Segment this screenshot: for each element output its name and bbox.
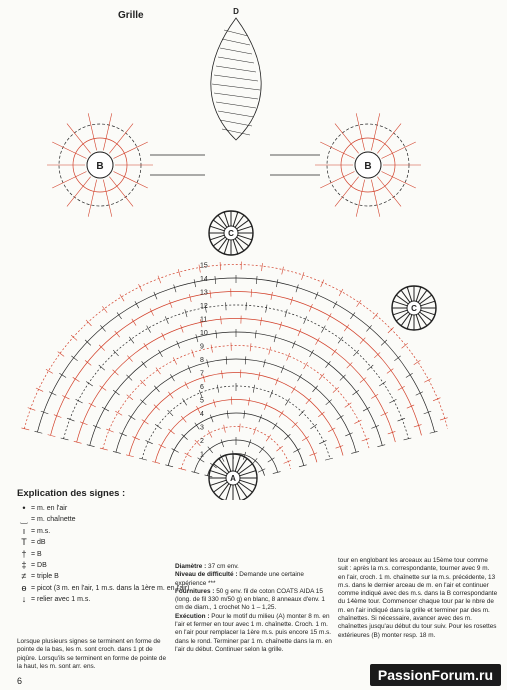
stitch-tick	[213, 399, 215, 407]
stitch-tick	[74, 441, 82, 443]
row-number: 8	[200, 357, 204, 364]
legend-label: = DB	[31, 561, 47, 569]
fan-row	[51, 291, 422, 435]
stitch-tick	[224, 425, 226, 433]
difficulty-value: Demande une certaine expérience ***	[175, 571, 304, 587]
stitch-tick	[227, 411, 228, 419]
stitch-tick	[266, 305, 267, 313]
stitch-tick	[188, 365, 191, 372]
stitch-tick	[309, 304, 312, 311]
stitch-tick	[245, 356, 246, 364]
stitch-tick	[28, 408, 36, 411]
rosette-spoke	[103, 113, 111, 150]
rosette-spoke	[114, 142, 148, 158]
stitch-tick	[270, 390, 273, 397]
stitch-tick	[99, 345, 105, 351]
stitch-tick	[304, 362, 308, 369]
treble-icon: †	[21, 548, 27, 559]
stitch-tick	[282, 267, 284, 275]
stitch-tick	[89, 403, 96, 407]
stitch-tick	[62, 395, 69, 399]
stitch-tick	[217, 385, 218, 393]
stitch-tick	[328, 428, 335, 432]
stitch-tick	[158, 276, 161, 283]
stitch-tick	[424, 379, 431, 383]
stitch-tick	[49, 392, 56, 396]
rosette-spoke	[103, 180, 111, 217]
row-number: 10	[200, 330, 208, 337]
row-number: 9	[200, 343, 204, 351]
rosette-spoke	[382, 142, 416, 158]
leaf-stitch	[218, 111, 254, 117]
legend-label: = m.s.	[31, 527, 51, 535]
stitch-tick	[299, 410, 304, 416]
stitch-tick	[430, 431, 438, 433]
fan-diagram	[21, 262, 447, 477]
stitch-tick	[138, 284, 142, 291]
row-number: 2	[200, 438, 204, 445]
rosette-spoke	[109, 124, 133, 154]
triple-treble-icon: ≠	[21, 571, 27, 582]
stitch-tick	[196, 334, 198, 342]
fan-row	[181, 424, 290, 469]
stitch-tick	[174, 285, 176, 293]
stitch-tick	[173, 357, 177, 364]
stitch-tick	[304, 316, 307, 323]
leaf-stitch	[214, 75, 258, 81]
stitch-tick	[440, 418, 448, 420]
stitch-tick	[398, 418, 405, 421]
stitch-tick	[279, 322, 281, 330]
motif-label: C	[228, 229, 234, 238]
rosette-spoke	[67, 177, 91, 207]
motif-label: A	[230, 474, 236, 483]
rosette-spoke	[382, 172, 416, 188]
stitch-tick	[86, 381, 93, 385]
legend-item	[17, 537, 190, 548]
stitch-tick	[211, 345, 212, 353]
row-number: 12	[200, 303, 208, 310]
stitch-tick	[226, 356, 227, 364]
stitch-tick	[287, 353, 290, 360]
stitch-tick	[41, 411, 49, 414]
diameter-label: Diamètre :	[175, 563, 207, 570]
legend	[17, 503, 190, 606]
stitch-tick	[189, 294, 191, 302]
stitch-tick	[165, 465, 173, 467]
stitch-tick	[99, 365, 105, 370]
stitch-tick	[208, 430, 212, 437]
stitch-tick	[285, 309, 287, 317]
stitch-tick	[215, 276, 216, 284]
fan-row	[24, 262, 447, 429]
rosette-spoke	[52, 172, 86, 188]
stitch-tick	[371, 425, 378, 428]
stitch-tick	[248, 398, 249, 406]
stitch-tick	[80, 422, 87, 425]
rosette-spoke	[109, 177, 133, 207]
stitch-tick	[162, 333, 166, 340]
stitch-tick	[424, 411, 432, 414]
stitch-tick	[266, 435, 271, 441]
stitch-tick	[263, 359, 265, 367]
stitch-tick	[258, 372, 260, 380]
legend-label: = m. chaînette	[31, 516, 76, 524]
stitch-tick	[185, 309, 187, 317]
stitch-tick	[407, 405, 414, 408]
stitch-tick	[169, 300, 172, 308]
stitch-tick	[126, 455, 134, 457]
stitch-tick	[132, 437, 139, 440]
dot-icon: •	[22, 503, 26, 513]
stitch-tick	[220, 262, 221, 270]
stitch-tick	[172, 449, 179, 453]
fan-row	[77, 318, 396, 442]
leaf-stitch	[212, 84, 260, 90]
leaf-stitch	[214, 93, 258, 99]
stitch-tick	[259, 415, 262, 422]
stitch-tick	[264, 402, 267, 409]
stitch-tick	[321, 326, 325, 333]
stitch-tick	[251, 289, 252, 297]
rosette-spoke	[371, 113, 379, 150]
row-number: 5	[200, 397, 204, 405]
row-number: 4	[200, 411, 204, 418]
stitch-tick	[351, 451, 359, 453]
legend-title: Explication des signes :	[17, 488, 126, 499]
stitch-tick	[299, 465, 307, 467]
row-number: 11	[200, 316, 208, 324]
difficulty-label: Niveau de difficulté :	[175, 571, 238, 579]
stitch-tick	[250, 343, 251, 351]
stitch-tick	[182, 399, 186, 406]
stitch-tick	[255, 330, 256, 338]
fan-row	[64, 305, 409, 439]
stitch-tick	[192, 350, 195, 358]
stitch-tick	[178, 468, 186, 470]
stitch-tick	[165, 316, 168, 323]
fan-row	[142, 386, 330, 459]
instructions-column-2	[175, 563, 335, 654]
leaf-stitch	[222, 129, 250, 135]
stitch-tick	[296, 285, 298, 293]
stitch-tick	[414, 425, 422, 427]
rosette-spoke	[52, 142, 86, 158]
fan-row	[37, 278, 434, 432]
leaf-stitch	[222, 39, 250, 45]
rosette-spoke	[335, 124, 359, 154]
legend-label: = dB	[31, 539, 46, 547]
stitch-tick	[416, 392, 423, 396]
stitch-tick	[315, 292, 318, 299]
stitch-tick	[345, 433, 352, 436]
motif-label: B	[364, 161, 372, 172]
stitch-tick	[159, 444, 166, 448]
stitch-tick	[339, 289, 343, 296]
stitch-tick	[146, 440, 153, 443]
stitch-tick	[262, 263, 263, 271]
stitch-tick	[154, 292, 157, 299]
stitch-tick	[276, 279, 278, 287]
leaf-stitch	[216, 66, 256, 72]
stitch-tick	[87, 445, 95, 447]
motif-label: C	[411, 304, 417, 313]
legend-item	[17, 571, 190, 582]
stitch-tick	[181, 325, 184, 333]
stitch-tick	[244, 411, 245, 419]
watermark-logo: PassionForum.ru	[370, 664, 501, 686]
stitch-tick	[254, 427, 257, 435]
row-number: 3	[200, 424, 204, 432]
stitch-tick	[113, 451, 121, 453]
rosette-spoke	[356, 113, 364, 150]
stitch-note: Lorsque plusieurs signes se terminent en forme de pointe de la bas, les m. sont croch. dans 1 pt de piqûre. Lorsqu'ils se terminent en forme de pointe de la haut, les m. sont arr. ens.	[17, 638, 167, 671]
legend-item	[17, 560, 190, 571]
stitch-tick	[221, 439, 224, 447]
motif-label: D	[233, 7, 239, 16]
picot-icon: ɵ	[21, 582, 27, 593]
leaf-stitch	[218, 57, 254, 63]
stitch-tick	[281, 365, 284, 372]
rosette-spoke	[320, 142, 354, 158]
stitch-tick	[139, 458, 147, 460]
stitch-tick	[177, 341, 180, 348]
stitch-tick	[100, 448, 108, 450]
stitch-tick	[269, 347, 271, 355]
rosette-spoke	[67, 124, 91, 154]
stitch-tick	[389, 399, 396, 403]
stitch-tick	[333, 301, 337, 308]
stitch-tick	[248, 439, 251, 447]
legend-label: = B	[31, 550, 42, 558]
row-number: 14	[200, 276, 208, 283]
rosette-spoke	[371, 180, 379, 217]
exec-label: Exécution :	[175, 612, 210, 620]
stitch-tick	[310, 453, 317, 456]
stitch-tick	[240, 424, 241, 432]
chart-title: Grille	[118, 10, 144, 21]
stitch-tick	[319, 440, 326, 443]
stitch-tick	[298, 329, 301, 336]
stitch-tick	[199, 390, 202, 397]
stitch-tick	[152, 461, 160, 463]
motif-label: B	[96, 161, 104, 172]
stitch-tick	[48, 435, 56, 437]
stitch-tick	[54, 415, 61, 418]
stitch-tick	[194, 279, 196, 287]
stitch-tick	[271, 292, 272, 300]
legend-item	[17, 549, 190, 560]
legend-label: = picot (3 m. en l'air, 1 m.s. dans la 1ère m. en l'air)	[31, 584, 190, 592]
stitch-tick	[207, 359, 209, 367]
stitch-tick	[260, 317, 261, 325]
stitch-tick	[106, 429, 113, 432]
stitch-tick	[61, 438, 69, 440]
legend-label: = relier avec 1 m.s.	[31, 596, 91, 604]
stitch-tick	[275, 378, 278, 385]
stitch-tick	[256, 276, 257, 284]
single-stitch-icon: ı	[22, 525, 26, 536]
leaf-stitch	[220, 48, 252, 54]
stitch-tick	[377, 445, 385, 447]
stitch-tick	[253, 385, 254, 393]
stitch-tick	[362, 438, 370, 441]
stitch-tick	[150, 309, 154, 316]
stitch-tick	[36, 388, 43, 391]
stitch-tick	[404, 438, 412, 440]
supplies-value: 50 g env. fil de coton COATS AIDA 15 (long. de fil 330 m/50 g) en blanc, 8 anneaux d'env. 1 cm de diam., 1 crochet No 1 – 1,25.	[175, 587, 325, 612]
stitch-tick	[258, 469, 265, 473]
row-number: 13	[200, 289, 208, 297]
rosette-spoke	[356, 180, 364, 217]
stitch-tick	[21, 428, 29, 430]
leaf-motif	[211, 18, 261, 140]
leaf-stitch	[220, 120, 252, 126]
stitch-tick	[119, 433, 126, 436]
row-number: 1	[200, 451, 204, 459]
stitch-tick	[325, 458, 333, 460]
legend-item	[17, 503, 190, 514]
stitch-tick	[290, 297, 292, 305]
page-number: 6	[17, 676, 23, 686]
stitch-tick	[120, 294, 124, 301]
legend-label: = triple B	[31, 573, 59, 581]
rosette-spoke	[377, 124, 401, 154]
exec-value: Pour le motif du milieu (A) monter 8 m. en l'air et fermer en tour avec 1 m. chaînette. Croch. 1 m. en l'air pour remplacer la 1ère m.s. puis encore 15 m.s. dans le rond. Terminer par 1 m. chaînette dans la m. en l'air du début. Continuer selon la grille.	[175, 612, 332, 653]
diameter-value: 37 cm env.	[208, 563, 239, 570]
stitch-tick	[222, 370, 223, 378]
rosette-spoke	[320, 172, 354, 188]
fan-row	[103, 343, 369, 449]
stitch-tick	[367, 365, 373, 370]
stitch-tick	[210, 290, 211, 298]
stitch-tick	[221, 316, 222, 324]
stitch-tick	[381, 412, 388, 415]
instructions-column-3: tour en englobant les arceaux au 15ème tour comme suit : après la m.s. correspondante, tourner avec 9 m. en l'air, croch. 1 m. chaînette sur la m.s. précédente, 13 m.s. dans le dernier arceau de m. en l'air et continuer comme indiqué avec des m.s. dans la B correspondante du 14ème tour. Commencer chaque tour par le nbre de m. en l'air indiqué dans la grille et terminer par des m. chaînettes. Si nécessaire, avancer avec des m. chaînettes jusqu'au début du tour suiv. Pour les rosettes extérieures (B) monter resp. 18 m.	[338, 557, 498, 639]
join-arrow-icon: ↓	[21, 594, 27, 605]
stitch-tick	[388, 327, 394, 333]
legend-item	[17, 526, 190, 537]
row-number: 6	[200, 384, 204, 391]
stitch-tick	[178, 269, 180, 277]
stitch-tick	[388, 431, 396, 433]
legend-label: = m. en l'air	[31, 505, 68, 512]
fan-row	[155, 397, 317, 463]
stitch-tick	[274, 334, 276, 342]
rosette-spoke	[114, 172, 148, 188]
stitch-tick	[185, 382, 189, 389]
stitch-tick	[284, 460, 291, 463]
stitch-tick	[67, 418, 74, 421]
stitch-tick	[292, 341, 295, 348]
supplies-label: Fournitures :	[175, 587, 215, 595]
legend-item	[17, 583, 190, 594]
stitch-tick	[354, 420, 361, 424]
stitch-tick	[321, 280, 324, 287]
stitch-tick	[379, 381, 386, 385]
rosette-spoke	[335, 177, 359, 207]
rosette-spoke	[88, 180, 96, 217]
chain-icon: ‿	[20, 514, 28, 525]
double-treble-icon: ‡	[21, 559, 27, 570]
stitch-tick	[35, 431, 43, 433]
stitch-tick	[76, 399, 83, 403]
stitch-tick	[71, 335, 77, 340]
stitch-tick	[319, 374, 324, 380]
stitch-tick	[216, 330, 217, 338]
rosette-spoke	[88, 113, 96, 150]
legend-item	[17, 514, 190, 525]
stitch-tick	[302, 272, 304, 280]
stitch-tick	[210, 415, 213, 422]
stitch-tick	[191, 472, 199, 474]
row-number: 15	[200, 262, 208, 270]
row-number: 7	[200, 370, 204, 378]
rosette-spoke	[377, 177, 401, 207]
stitch-tick	[336, 446, 344, 449]
stitch-tick	[135, 301, 139, 308]
stitch-tick	[293, 449, 300, 453]
stitch-tick	[93, 425, 100, 428]
leaf-stitch	[216, 102, 256, 108]
stitch-tick	[433, 398, 440, 401]
double-crochet-icon: T	[21, 537, 27, 548]
stitch-tick	[292, 422, 298, 428]
legend-item	[17, 594, 190, 605]
stitch-tick	[273, 472, 281, 474]
